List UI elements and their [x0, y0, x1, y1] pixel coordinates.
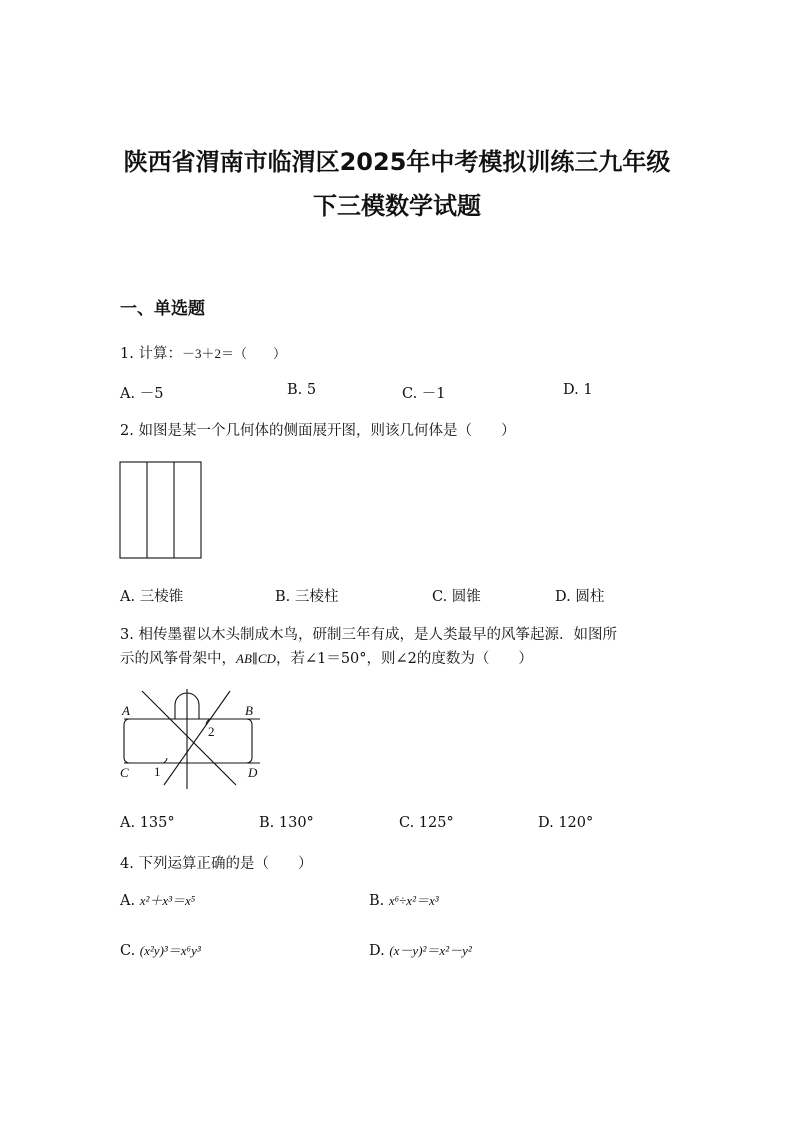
- net-outer-rectangle: [120, 462, 201, 558]
- question-4-option-a-label: A.: [120, 893, 136, 909]
- angle-1-arc: [163, 758, 167, 763]
- kite-diagonal-2: [164, 691, 230, 785]
- question-1-option-c: C. －1: [402, 386, 446, 402]
- question-1-expression: －3＋2＝（ ）: [181, 346, 286, 361]
- question-4-option-c-expression: (x²y)³＝x⁶y³: [139, 943, 201, 958]
- question-3-stem-prefix: 示的风筝骨架中，: [120, 651, 236, 667]
- question-4-option-d: [369, 940, 472, 959]
- question-4-option-a: [120, 890, 195, 909]
- question-2-figure-net: [118, 460, 206, 562]
- point-d-label: D: [248, 765, 258, 780]
- question-4-stem: 4. 下列运算正确的是（ ）: [120, 856, 313, 872]
- question-3-stem-line2: [120, 647, 533, 668]
- document-title-line1: 陕西省渭南市临渭区2025年中考模拟训练三九年级: [123, 148, 671, 176]
- question-3-parallel-expression: AB∥CD: [236, 651, 276, 666]
- question-2-option-b: B. 三棱柱: [275, 589, 339, 605]
- angle-1-label: 1: [154, 764, 161, 779]
- question-1-option-b: B. 5: [287, 382, 317, 398]
- question-2-option-a: A. 三棱锥: [120, 589, 184, 605]
- document-title-line2: 下三模数学试题: [313, 192, 481, 220]
- question-1-option-a: A. －5: [120, 386, 164, 402]
- question-3-option-a: A. 135°: [120, 815, 175, 831]
- question-3-figure-kite: [118, 685, 266, 791]
- kite-right-side: [246, 719, 252, 763]
- question-3-stem-suffix: ，若∠1＝50°，则∠2的度数为（ ）: [275, 651, 533, 667]
- point-a-label: A: [122, 703, 130, 718]
- kite-left-side: [124, 719, 130, 763]
- section-heading: 一、单选题: [120, 299, 205, 319]
- question-3-option-c: C. 125°: [399, 815, 454, 831]
- question-1-stem: [120, 342, 286, 363]
- point-c-label: C: [120, 765, 129, 780]
- question-2-option-d: D. 圆柱: [555, 589, 605, 605]
- question-4-option-b: [369, 890, 439, 909]
- question-3-option-d: D. 120°: [538, 815, 594, 831]
- question-4-option-b-expression: x⁶÷x²＝x³: [388, 893, 439, 908]
- question-2-option-c: C. 圆锥: [432, 589, 481, 605]
- question-4-option-c-label: C.: [120, 943, 136, 959]
- question-1-option-d: D. 1: [563, 382, 593, 398]
- question-4-option-a-expression: x²＋x³＝x⁵: [139, 893, 196, 908]
- question-4-option-b-label: B.: [369, 893, 385, 909]
- question-3-stem-line1: 3. 相传墨翟以木头制成木鸟，研制三年有成，是人类最早的风筝起源．如图所: [120, 627, 617, 643]
- point-b-label: B: [245, 703, 253, 718]
- question-3-option-b: B. 130°: [259, 815, 314, 831]
- question-4-option-c: [120, 940, 201, 959]
- question-1-label: 1. 计算：: [120, 346, 182, 362]
- question-2-stem: 2. 如图是某一个几何体的侧面展开图，则该几何体是（ ）: [120, 423, 516, 439]
- question-4-option-d-label: D.: [369, 943, 385, 959]
- question-4-option-d-expression: (x－y)²＝x²－y²: [389, 943, 472, 958]
- angle-2-label: 2: [208, 724, 215, 739]
